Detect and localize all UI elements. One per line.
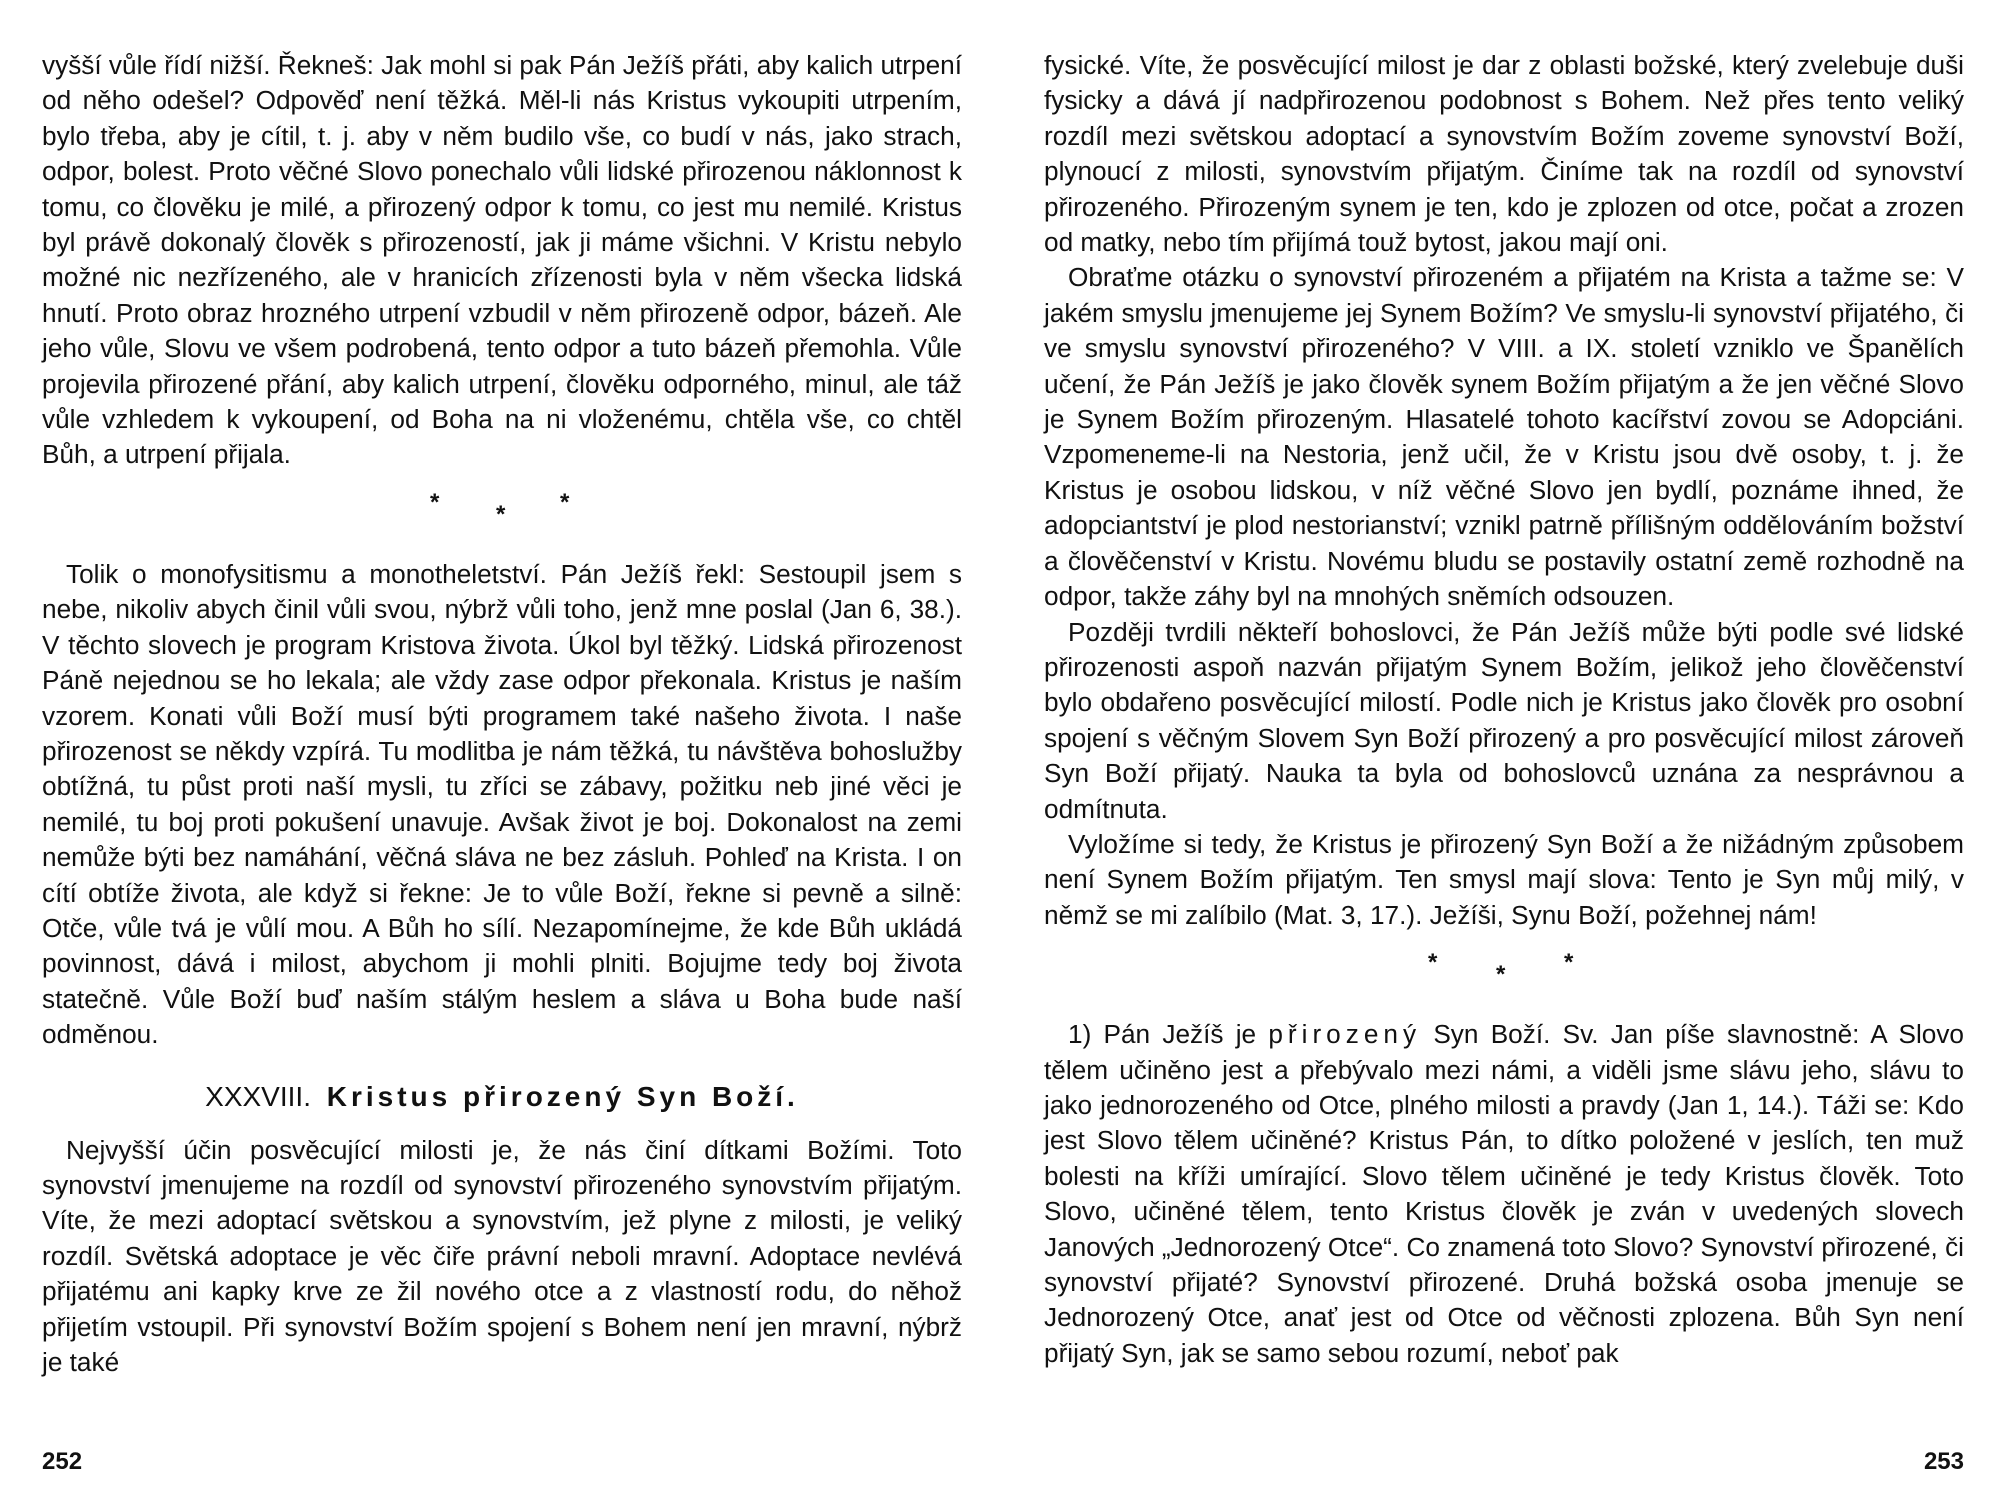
right-paragraph-4: Vyložíme si tedy, že Kristus je přirozený Syn Boží a že nižádným způsobem není Synem Božím přijatým. Ten smysl mají slova: Tento je Syn můj milý, v němž se mi zalíbilo (Mat. 3, 17.). Ježíši, Synu Boží, požehnej nám!: [1044, 828, 1964, 930]
page-number-left: 252: [42, 1448, 83, 1475]
left-paragraph-3: Nejvyšší účin posvěcující milosti je, že nás činí dítkami Božími. Toto synovství jmenujeme na rozdíl od synovství přirozeného synovstvím přijatým. Víte, že mezi adoptací světskou a synovstvím, jež plyne z milosti, je veliký rozdíl. Světská adoptace je věc čiře právní neboli mravní. Adoptace nevlévá přijatému ani kapky krve ze žil nového otce a z vlastností rodu, do něhož přijetím vstoupil. Při synovství Božím spojení s Bohem není jen mravní, nýbrž je také: [42, 1134, 962, 1377]
emphasized-word: přirozený: [1268, 1019, 1422, 1050]
separator-star: *: [1564, 949, 1574, 977]
chapter-heading: [42, 1079, 962, 1115]
right-page: [1044, 48, 1964, 1475]
right-paragraph-2: Obraťme otázku o synovství přirozeném a přijatém na Krista a tažme se: V jakém smyslu jmenujeme jej Synem Božím? Ve smyslu-li synovství přijatého, či ve smyslu synovství přirozeného? V VIII. a IX. století vzniklo ve Španělích učení, že Pán Ježíš je jako člověk synem Božím přijatým a že jen věčné Slovo je Synem Božím přirozeným. Hlasatelé tohoto kacířství zovou se Adopciáni. Vzpomeneme-li na Nestoria, jenž učil, že v Kristu jsou dvě osoby, t. j. že Kristus je osobou lidskou, v níž věčné Slovo jen bydlí, poznáme ihned, že adopciantství je plod nestorianství; vznikl patrně přílišným oddělováním božství a člověčenství v Kristu. Novému bludu se postavily ostatní země rozhodně na odpor, takže záhy byl na mnohých sněmích odsouzen.: [1044, 262, 1964, 612]
section-separator: [1044, 933, 1964, 1017]
right-paragraph-3: Později tvrdili někteří bohoslovci, že Pán Ježíš může býti podle své lidské přirozenosti aspoň nazván přijatým Synem Božím, jelikož jeho člověčenství bylo obdařeno posvěcující milostí. Podle nich je Kristus jako člověk pro osobní spojení s věčným Slovem Syn Boží přirozený a pro posvěcující milost zároveň Syn Boží přijatý. Nauka ta byla od bohoslovců uznána za nesprávnou a odmítnuta.: [1044, 616, 1964, 824]
left-paragraph-2: Tolik o monofysitismu a monotheletství. Pán Ježíš řekl: Sestoupil jsem s nebe, nikoliv abych činil vůli svou, nýbrž vůli toho, jenž mne poslal (Jan 6, 38.). V těchto slovech je program Kristova života. Úkol byl těžký. Lidská přirozenost Páně nejednou se ho lekala; ale vždy zase odpor překonala. Kristus je naším vzorem. Konati vůli Boží musí býti programem také našeho života. I naše přirozenost se někdy vzpírá. Tu modlitba je nám těžká, tu návštěva bohoslužby obtížná, tu půst proti naší mysli, tu zříci se zábavy, požitku neb jiné věci je nemilé, tu boj proti pokušení unavuje. Avšak život je boj. Dokonalost na zemi nemůže býti bez namáhání, věčná sláva ne bez zásluh. Pohleď na Krista. I on cítí obtíže života, ale když si řekne: Je to vůle Boží, řekne si pevně a silně: Otče, vůle tvá je vůlí mou. A Bůh ho sílí. Nezapomínejme, že kde Bůh ukládá povinnost, dává i milost, abychom ji mohli plniti. Bojujme tedy boj života statečně. Vůle Boží buď naším stálým heslem a sláva u Boha bude naší odměnou.: [42, 558, 962, 1050]
left-paragraph-1: vyšší vůle řídí nižší. Řekneš: Jak mohl si pak Pán Ježíš přáti, aby kalich utrpení od něho odešel? Odpověď není těžká. Měl-li nás Kristus vykoupiti utrpením, bylo třeba, aby je cítil, t. j. aby v něm budilo vše, co budí v nás, jako strach, odpor, bolest. Proto věčné Slovo ponechalo vůli lidské přirozenou náklonnost k tomu, co člověku je milé, a přirozený odpor k tomu, co jest mu nemilé. Kristus byl právě dokonalý člověk s přirozeností, jak ji máme všichni. V Kristu nebylo možné nic nezřízeného, ale v hranicích zřízenosti byla v něm všecka lidská hnutí. Proto obraz hrozného utrpení vzbudil v něm přirozeně odpor, bázeň. Ale jeho vůle, Slovu ve všem podrobená, tento odpor a tuto bázeň přemohla. Vůle projevila přirozené přání, aby kalich utrpení, člověku odporného, minul, ale táž vůle vzhledem k vykoupení, od Boha na ni vloženému, chtěla vše, co chtěl Bůh, a utrpení přijala.: [42, 50, 962, 470]
separator-star: *: [496, 500, 506, 528]
section-separator: [42, 473, 962, 557]
left-page: [42, 48, 962, 1475]
page-number-right: 253: [1923, 1448, 1964, 1475]
right-paragraph-1: fysické. Víte, že posvěcující milost je dar z oblasti božské, který zvelebuje duši fysicky a dává jí nadpřirozenou podobnost s Bohem. Než přes tento veliký rozdíl mezi světskou adoptací a synovstvím Božím zoveme synovství Boží, plynoucí z milosti, synovstvím přijatým. Činíme tak na rozdíl od synovství přirozeného. Přirozeným synem je ten, kdo je zplozen od otce, počat a zrozen od matky, nebo tím přijímá touž bytost, jakou mají oni.: [1044, 50, 1964, 258]
right-paragraph-5: [1044, 1017, 1964, 1371]
separator-star: *: [430, 488, 440, 516]
paragraph-5-rest: Syn Boží. Sv. Jan píše slavnostně: A Slovo tělem učiněno jest a přebývalo mezi námi, a viděli jsme slávu jeho, slávu to jako jednorozeného od Otce, plného milosti a pravdy (Jan 1, 14.). Táži se: Kdo jest Slovo tělem učiněné? Kristus Pán, to dítko položené v jeslích, ten muž bolesti na kříži umírající. Slovo tělem učiněné je tedy Kristus člověk. Toto Slovo, učiněné tělem, tento Kristus člověk je zván v uvedených slovech Janových „Jednorozený Otce“. Co znamená toto Slovo? Synovství přirozené, či synovství přijaté? Synovství přirozené. Druhá božská osoba jmenuje se Jednorozený Otce, anať jest od Otce od věčnosti zplozena. Bůh Syn není přijatý Syn, jak se samo sebou rozumí, neboť pak: [1044, 1019, 1964, 1368]
chapter-title: Kristus přirozený Syn Boží.: [326, 1080, 799, 1112]
separator-star: *: [1496, 961, 1506, 989]
separator-star: *: [560, 488, 570, 516]
chapter-number: XXXVIII.: [205, 1080, 311, 1112]
separator-star: *: [1428, 949, 1438, 977]
paragraph-5-start: 1) Pán Ježíš je: [1068, 1019, 1257, 1050]
